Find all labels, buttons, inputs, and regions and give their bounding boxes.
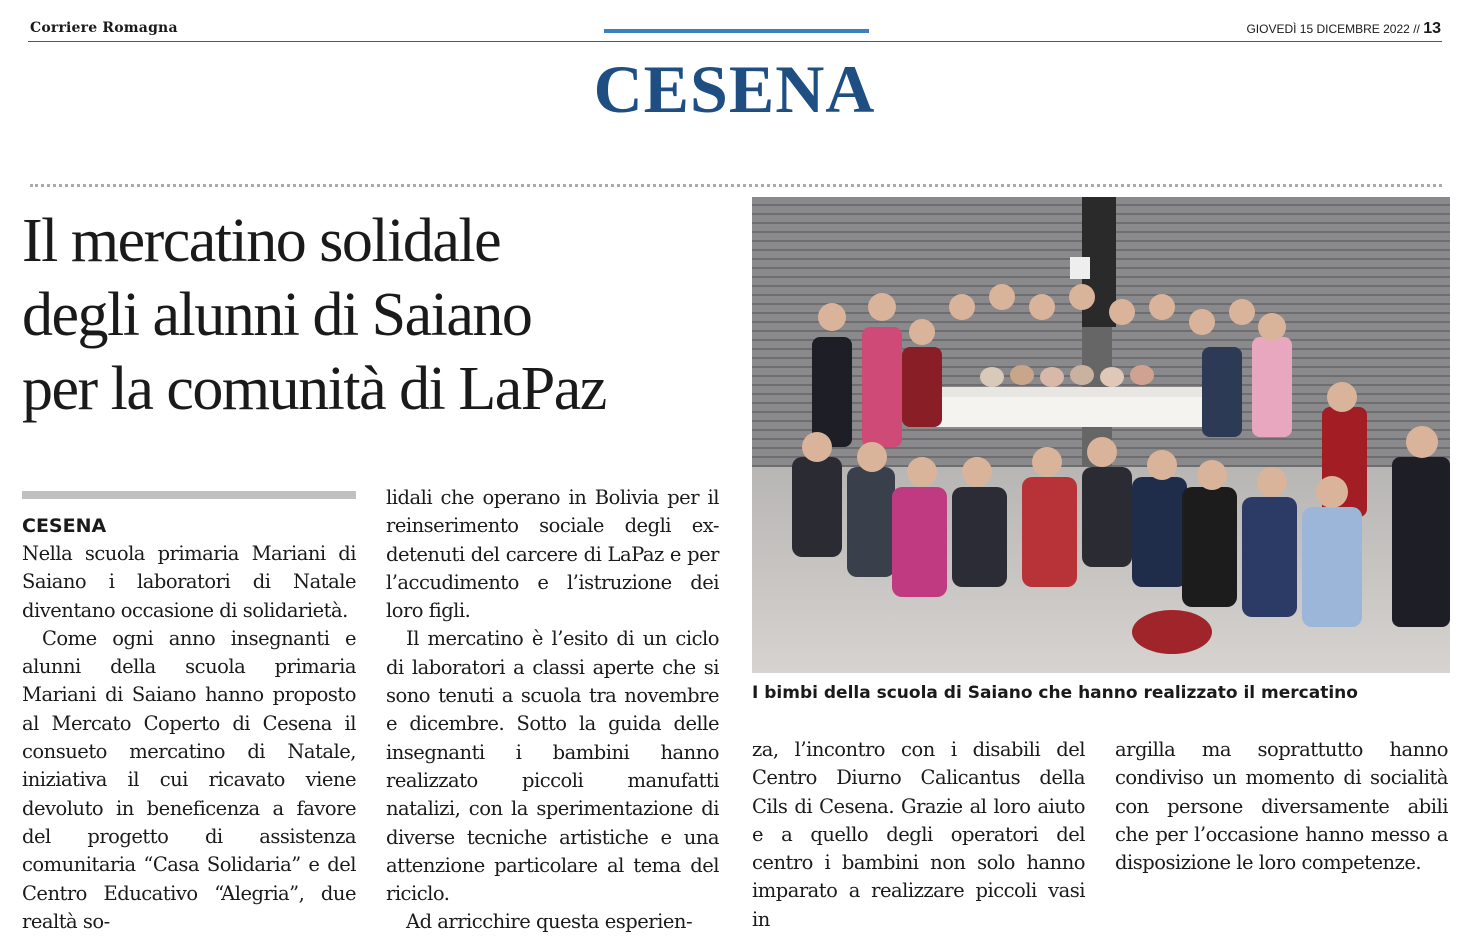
headline-line: Il mercatino solidale — [22, 207, 501, 275]
paragraph: Il mercatino è l’esito di un ciclo di laboratori a classi aperte che si sono tenuti a scuola tra novembre e dicembre. Sotto la guida delle insegnanti i bambini hanno realizzato piccoli manufatti natalizi, con la sperimentazione di diverse tecniche artistiche e una attenzione particolare al tema del riciclo. — [386, 627, 719, 906]
article-column-2 — [386, 484, 719, 937]
page-number: 13 — [1423, 20, 1441, 37]
header-rule — [28, 41, 1442, 42]
paragraph: za, l’incontro con i disabili del Centro Diurno Calicantus della Cils di Cesena. Grazie al loro aiuto e a quello degli operatori del centro i bambini non solo hanno imparato a realizzare piccoli vasi in — [752, 738, 1085, 931]
article-dateline: CESENA — [22, 515, 107, 537]
article-column-4 — [1115, 736, 1448, 877]
group-photo-image — [752, 197, 1450, 673]
paragraph: Nella scuola primaria Mariani di Saiano i laboratori di Natale diventano occasione di solidarietà. — [22, 542, 356, 622]
dateline — [1246, 20, 1441, 38]
article-column-1 — [22, 512, 356, 936]
article-column-3 — [752, 736, 1085, 934]
paragraph: Ad arricchire questa esperien- — [406, 910, 693, 934]
dotted-divider — [30, 184, 1442, 187]
section-title: CESENA — [593, 51, 876, 127]
issue-date: GIOVEDÌ 15 DICEMBRE 2022 — [1246, 22, 1410, 36]
paragraph: lidali che operano in Bolivia per il reinserimento sociale degli ex-detenuti del carcere di LaPaz e per l’accudimento e l’istruzione dei loro figli. — [386, 486, 719, 623]
headline — [22, 204, 742, 426]
paragraph: Come ogni anno insegnanti e alunni della scuola primaria Mariani di Saiano hanno proposto al Mercato Coperto di Cesena il consueto mercatino di Natale, iniziativa il cui ricavato viene devoluto in beneficenza a favore del progetto di assistenza comunitaria “Casa Solidaria” e del Centro Educativo “Alegria”, due realtà so- — [22, 626, 356, 933]
paragraph: argilla ma soprattutto hanno condiviso un momento di socialità con persone diversamente abili che per l’occasione hanno messo a disposizione le loro competenze. — [1115, 738, 1448, 875]
accent-bar — [604, 29, 869, 33]
column-bar — [22, 491, 356, 499]
headline-line: per la comunità di LaPaz — [22, 355, 606, 423]
date-separator: // — [1413, 22, 1420, 36]
article-photo — [752, 197, 1450, 673]
photo-caption: I bimbi della scuola di Saiano che hanno realizzato il mercatino — [752, 683, 1358, 703]
headline-line: degli alunni di Saiano — [22, 281, 532, 349]
masthead: Corriere Romagna — [30, 20, 178, 36]
